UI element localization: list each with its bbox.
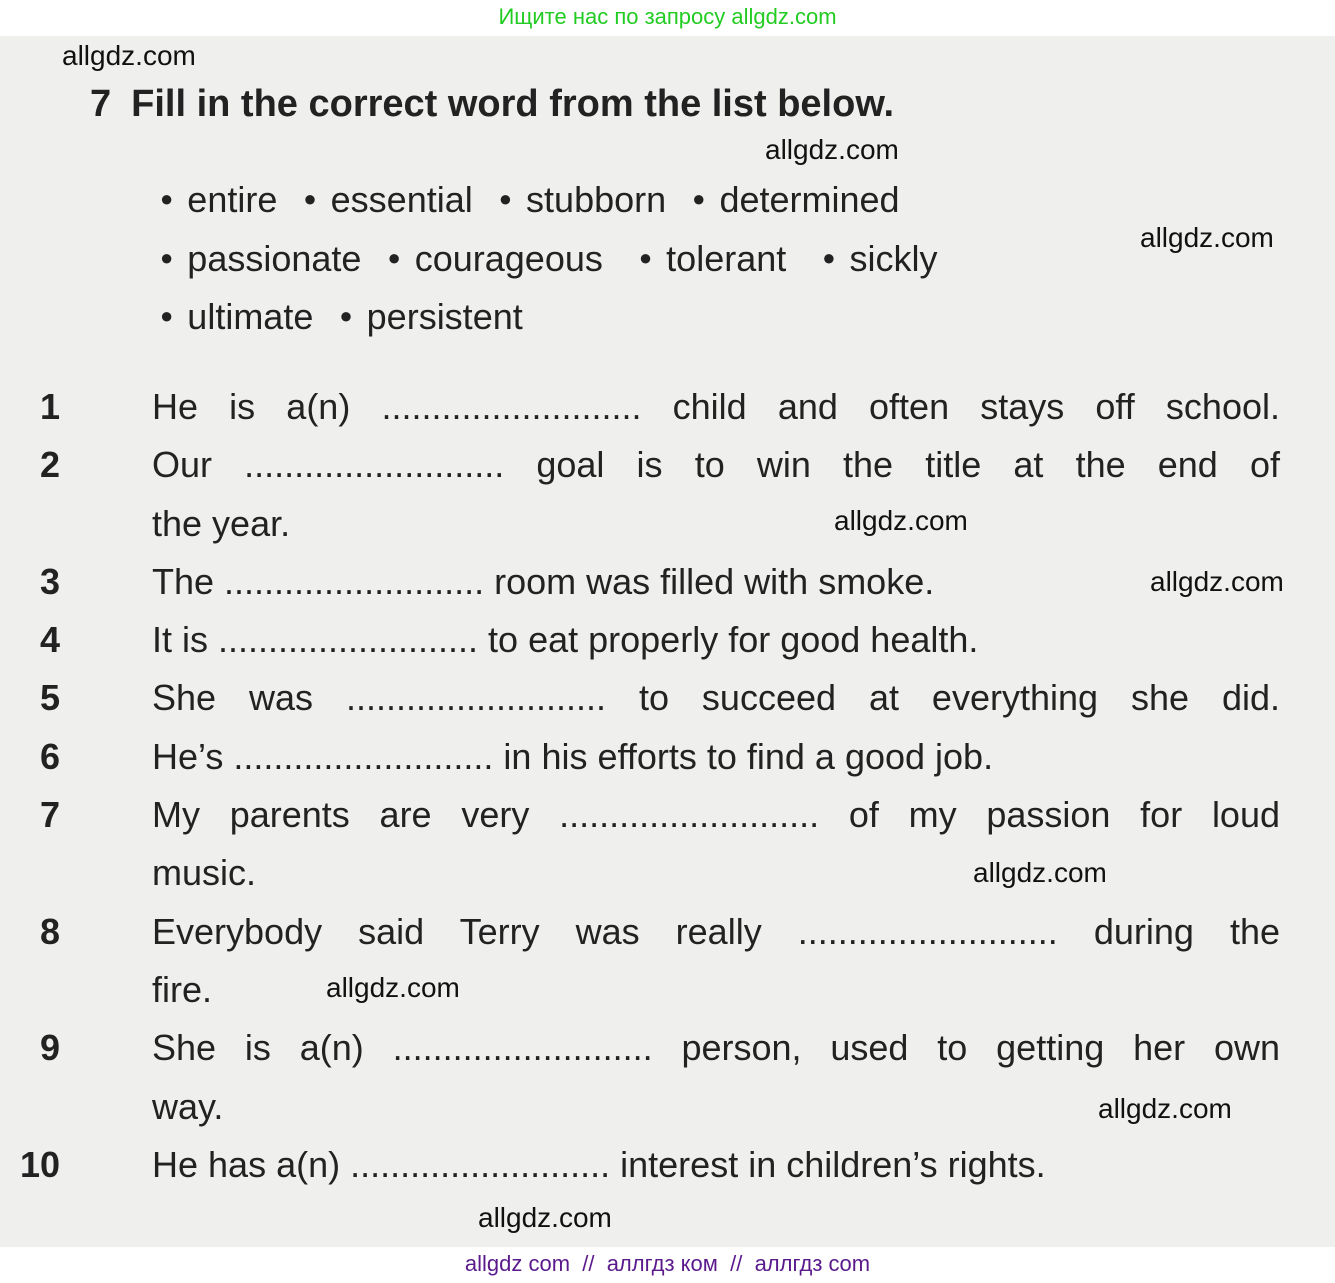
- top-banner-text: Ищите нас по запросу allgdz.com: [498, 4, 837, 29]
- item-text-line1: Everybody said Terry was really .......................... during the: [152, 910, 1280, 952]
- item-text: The .......................... room was filled with smoke.: [152, 560, 935, 602]
- sentence-item: [0, 436, 1280, 553]
- watermark: allgdz.com: [834, 505, 968, 536]
- watermark: allgdz.com: [1150, 566, 1284, 597]
- word-option: ● essential: [303, 179, 472, 220]
- word-option: ● persistent: [339, 296, 522, 337]
- watermark: allgdz.com: [62, 40, 196, 71]
- item-number: 4: [39, 619, 60, 661]
- item-text-line1: She is a(n) .......................... person, used to getting her own: [152, 1027, 1280, 1069]
- word-option: ● determined: [692, 179, 899, 220]
- item-number: 6: [39, 735, 60, 777]
- item-number: 10: [19, 1143, 60, 1185]
- item-text-line1: My parents are very .......................... of my passion for loud: [152, 794, 1280, 836]
- sentence-item: [0, 903, 1280, 1020]
- word-option: ● sickly: [822, 238, 937, 279]
- bottom-banner: [0, 1247, 1335, 1283]
- item-text-line1: Our .......................... goal is to win the title at the end of: [152, 444, 1280, 486]
- word-option: ● entire: [160, 179, 277, 220]
- item-text: He’s .......................... in his efforts to find a good job.: [152, 735, 994, 777]
- watermark: allgdz.com: [326, 972, 460, 1003]
- item-number: 8: [39, 910, 60, 952]
- item-number: 9: [39, 1027, 60, 1069]
- word-row: [160, 229, 1100, 288]
- watermark: allgdz.com: [1140, 222, 1274, 253]
- sentence-item: [0, 728, 1280, 786]
- sentence-item: [0, 378, 1280, 436]
- item-number: 2: [39, 444, 60, 486]
- item-text: It is .......................... to eat properly for good health.: [152, 619, 979, 661]
- item-number: 1: [39, 386, 60, 427]
- word-option: ● ultimate: [160, 296, 313, 337]
- bottom-banner-text: allgdz com // аллгдз ком // аллгдз com: [464, 1251, 871, 1276]
- exercise-title: [90, 82, 894, 126]
- watermark: allgdz.com: [973, 857, 1107, 888]
- watermark: allgdz.com: [765, 134, 899, 165]
- watermark: allgdz.com: [1098, 1093, 1232, 1124]
- item-text: He is a(n) .......................... child and often stays off school.: [152, 386, 1280, 427]
- word-option: ● stubborn: [499, 179, 666, 220]
- sentence-item: [0, 669, 1280, 727]
- word-option: ● passionate: [160, 238, 361, 279]
- item-text-line2: music.: [152, 852, 257, 894]
- sentence-item: [0, 1019, 1280, 1136]
- watermark: allgdz.com: [478, 1202, 612, 1233]
- top-banner: [0, 0, 1335, 35]
- item-text: She was .......................... to succeed at everything she did.: [152, 677, 1280, 719]
- word-option: ● courageous: [387, 238, 602, 279]
- item-text-line2: way.: [152, 1085, 224, 1127]
- word-row: [160, 170, 1100, 229]
- sentence-item: [0, 611, 1280, 669]
- item-text-line2: fire.: [152, 968, 213, 1010]
- word-option: ● tolerant: [639, 238, 786, 279]
- item-number: 5: [39, 677, 60, 719]
- item-text: He has a(n) .......................... interest in children’s rights.: [152, 1143, 1046, 1185]
- exercise-instruction: Fill in the correct word from the list below.: [131, 83, 895, 125]
- item-number: 7: [39, 794, 60, 836]
- word-row: [160, 287, 1100, 346]
- sentence-item: [0, 1136, 1280, 1194]
- item-text-line2: the year.: [152, 502, 291, 544]
- sentence-item: [0, 553, 1280, 611]
- word-list: [160, 170, 1100, 346]
- item-number: 3: [39, 560, 60, 602]
- sentence-list: [0, 378, 1335, 1194]
- exercise-number: 7: [90, 83, 112, 125]
